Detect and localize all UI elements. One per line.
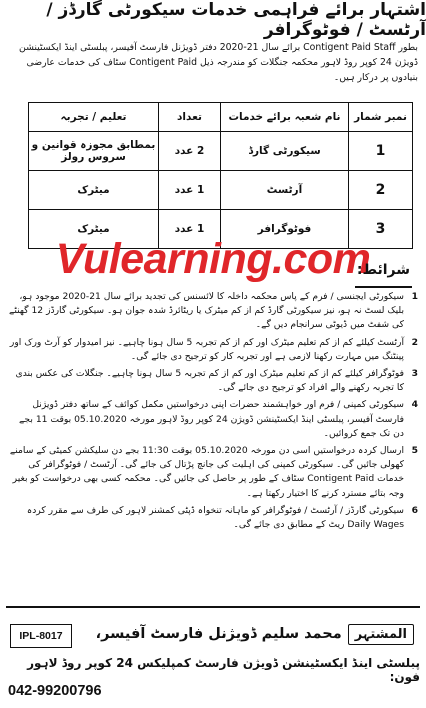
condition-number: 1 [411,291,418,302]
conditions-list [8,290,418,592]
conditions-heading: شرائط: [355,262,412,288]
row-count: 1 عدد [159,171,221,210]
advertiser-name: محمد سلیم ڈویژنل فارسٹ آفیسر، [95,626,342,642]
row-count: 1 عدد [159,210,221,249]
condition-number: 2 [411,336,418,348]
row-post-name: فوٹوگرافر [221,210,349,249]
condition-text: ارسال کردہ درخواستیں اسی دن مورخہ 05.10.2020 بوقت 11:30 بجے دن سلیکشن کمیٹی کے سامنے کھولی جائیں گی۔ سیکورٹی کمپنی کی اہلیت کی جانچ پڑتال کی جائے گی۔ آرٹسٹ / فوٹوگرافر کی خدمات Contigent Paid سٹاف کے طور پر حاصل کی جائیں گی۔ محکمہ کسی بھی درخواست کو بغیر وجہ بتائے مسترد کرنے کا اختیار رکھتا ہے۔ [9,445,404,499]
condition-text: آرٹسٹ کیلئے کم از کم تعلیم میٹرک اور کم از کم تجربہ 5 سال ہونا چاہیے۔ نیز امیدوار کو آرٹ ورک اور پینٹنگ میں مہارت رکھنا لازمی ہے اور تجربہ کار کو ترجیح دی جائے گی۔ [9,336,404,362]
row-education: میٹرک [29,210,159,249]
row-post-name: سیکورٹی گارڈ [221,132,349,171]
condition-text: فوٹوگرافر کیلئے کم از کم تعلیم میٹرک اور کم از کم تجربہ 5 سال ہونا چاہیے۔ جنگلات کی عکس بندی کا تجربہ رکھنے والے افراد کو ترجیح دی جائے گی۔ [15,368,404,394]
row-serial: 3 [349,210,413,249]
condition-number: 3 [411,368,418,380]
footer-divider [6,606,420,608]
header-serial: نمبر شمار [349,103,413,132]
header-education: تعلیم / تجربہ [29,103,159,132]
list-item [8,504,418,532]
watermark-text: Vulearning.com [55,234,371,283]
intro-paragraph: بطور Contigent Paid Staff برائے سال 21-2020 دفتر ڈویژنل فارسٹ آفیسر، پبلسٹی اینڈ ایکسٹینشن ڈویژن 24 کوپر روڈ لاہور محکمہ جنگلات کو مندرجہ ذیل Contigent Paid سٹاف کی خدمات عارضی بنیادوں پر درکار ہیں۔ [19,42,418,83]
posts-table [28,102,413,249]
condition-number: 6 [411,504,418,516]
ipl-code-badge: IPL-8017 [10,624,72,648]
ad-title: اشتہار برائے فراہمی خدمات سیکورٹی گارڈز / آرٹسٹ / فوٹوگرافر [46,0,426,40]
list-item [8,367,418,395]
phone-row [6,680,420,702]
advertiser-block [96,616,414,652]
header-post-name: نام شعبہ برائے خدمات [221,103,349,132]
condition-text: سیکورٹی ایجنسی / فرم کے پاس محکمہ داخلہ کا لائسنس کی تجدید برائے سال 21-2020 موجود ہو، بلیک لسٹ نہ ہو، نیز سیکورٹی گارڈ کم از کم میٹرک یا ریٹائرڈ شدہ جوان ہو۔ سیکورٹی گارڈز 12 گھنٹے کی شفٹ میں ڈیوٹی سرانجام دیں گے۔ [8,291,404,331]
row-serial: 1 [349,132,413,171]
phone-number: 042-99200796 [8,683,102,699]
condition-text: سیکورٹی گارڈز / آرٹسٹ / فوٹوگرافر کو ماہانہ تنخواہ ڈپٹی کمشنر لاہور کی طرف سے مقرر کردہ Daily Wages ریٹ کے مطابق دی جائے گی۔ [26,504,404,531]
list-item [8,336,418,364]
list-item [8,290,418,333]
condition-number: 4 [411,399,418,411]
table-header-row [29,103,413,132]
advertiser-label: المشتہر [348,624,414,645]
row-education: میٹرک [29,171,159,210]
condition-text: سیکورٹی کمپنی / فرم اور خواہشمند حضرات اپنی درخواستیں مکمل کوائف کے ساتھ دفتر ڈویژنل فارسٹ آفیسر، پبلسٹی اینڈ ایکسٹینشن ڈویژن 24 کوپر روڈ لاہور مورخہ 05.10.2020 بوقت 11 بجے دن تک جمع کروائیں۔ [19,399,404,439]
row-education: بمطابق مجوزہ قوانین و سروس رولز [29,132,159,171]
list-item [8,444,418,501]
row-post-name: آرٹسٹ [221,171,349,210]
table-row [29,132,413,171]
list-item [8,398,418,441]
header-count: تعداد [159,103,221,132]
table-row [29,171,413,210]
condition-number: 5 [411,445,418,457]
office-address: پبلسٹی اینڈ ایکسٹینشن ڈویژن فارسٹ کمپلیکس 24 کوپر روڈ لاہور فون: [27,656,420,684]
advertiser-footer [6,606,420,706]
row-serial: 2 [349,171,413,210]
row-count: 2 عدد [159,132,221,171]
